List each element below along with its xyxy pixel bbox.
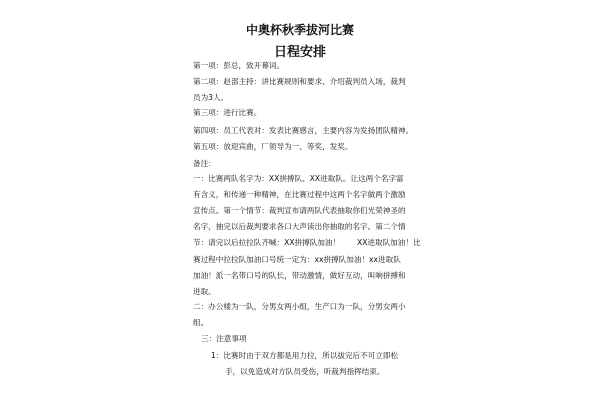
text-line: 手，以免造成对方队员受伤，听裁判指挥结束。 <box>225 367 385 376</box>
text-line: 三：注意事项 <box>201 334 247 343</box>
text-line: 第五项：放迎宾曲，厂领导为一、等奖，发奖。 <box>193 142 353 151</box>
text-line: 节：请完以后拉拉队齐喊：XX拼搏队加油！ XX进取队加油！比 <box>193 238 421 247</box>
text-line: 员为3人。 <box>193 93 229 102</box>
text-line: 加油！派一名带口号的队长，带动激情，做好互动，叫响拼搏和 <box>193 271 406 280</box>
text-line: 组。 <box>193 318 209 327</box>
text-line: 赛过程中拉拉队加油口号统一定为：xx拼搏队加油！xx进取队 <box>193 255 401 264</box>
document-title: 中奥杯秋季拔河比赛 <box>245 23 354 37</box>
text-line: 一：比赛两队名字为：XX拼搏队、XX进取队。让这两个名字富 <box>193 174 404 183</box>
text-line: 有含义，和传递一种精神，在比赛过程中这两个名字做两个激励 <box>193 190 406 199</box>
document-subtitle: 日程安排 <box>273 45 326 60</box>
text-line: 进取。 <box>193 287 216 296</box>
text-line: 备注： <box>193 159 216 168</box>
text-line: 第二项：赵部主持：讲比赛规则和要求、介绍裁判员入场，裁判 <box>193 77 406 86</box>
text-line: 第三项：进行比赛。 <box>193 108 262 117</box>
text-line: 二：办公楼为一队，分男女两小组，生产口为一队，分男女两小 <box>193 302 406 311</box>
text-line: 第一项：彭总，致开幕词。 <box>193 61 285 70</box>
text-line: 宣传点。第一个情节：裁判宣布请两队代表抽取你们光荣神圣的 <box>193 206 406 215</box>
text-line: 第四项：员工代表对：发表比赛感言，主要内容为发扬团队精神。 <box>193 126 414 135</box>
text-line: 名字，抽完以后裁判要求各口大声读出你抽取的名字。第二个情 <box>193 222 406 231</box>
text-line: 1：比赛时由于双方都是用力拉，所以拔完后不可立即松 <box>211 351 399 360</box>
